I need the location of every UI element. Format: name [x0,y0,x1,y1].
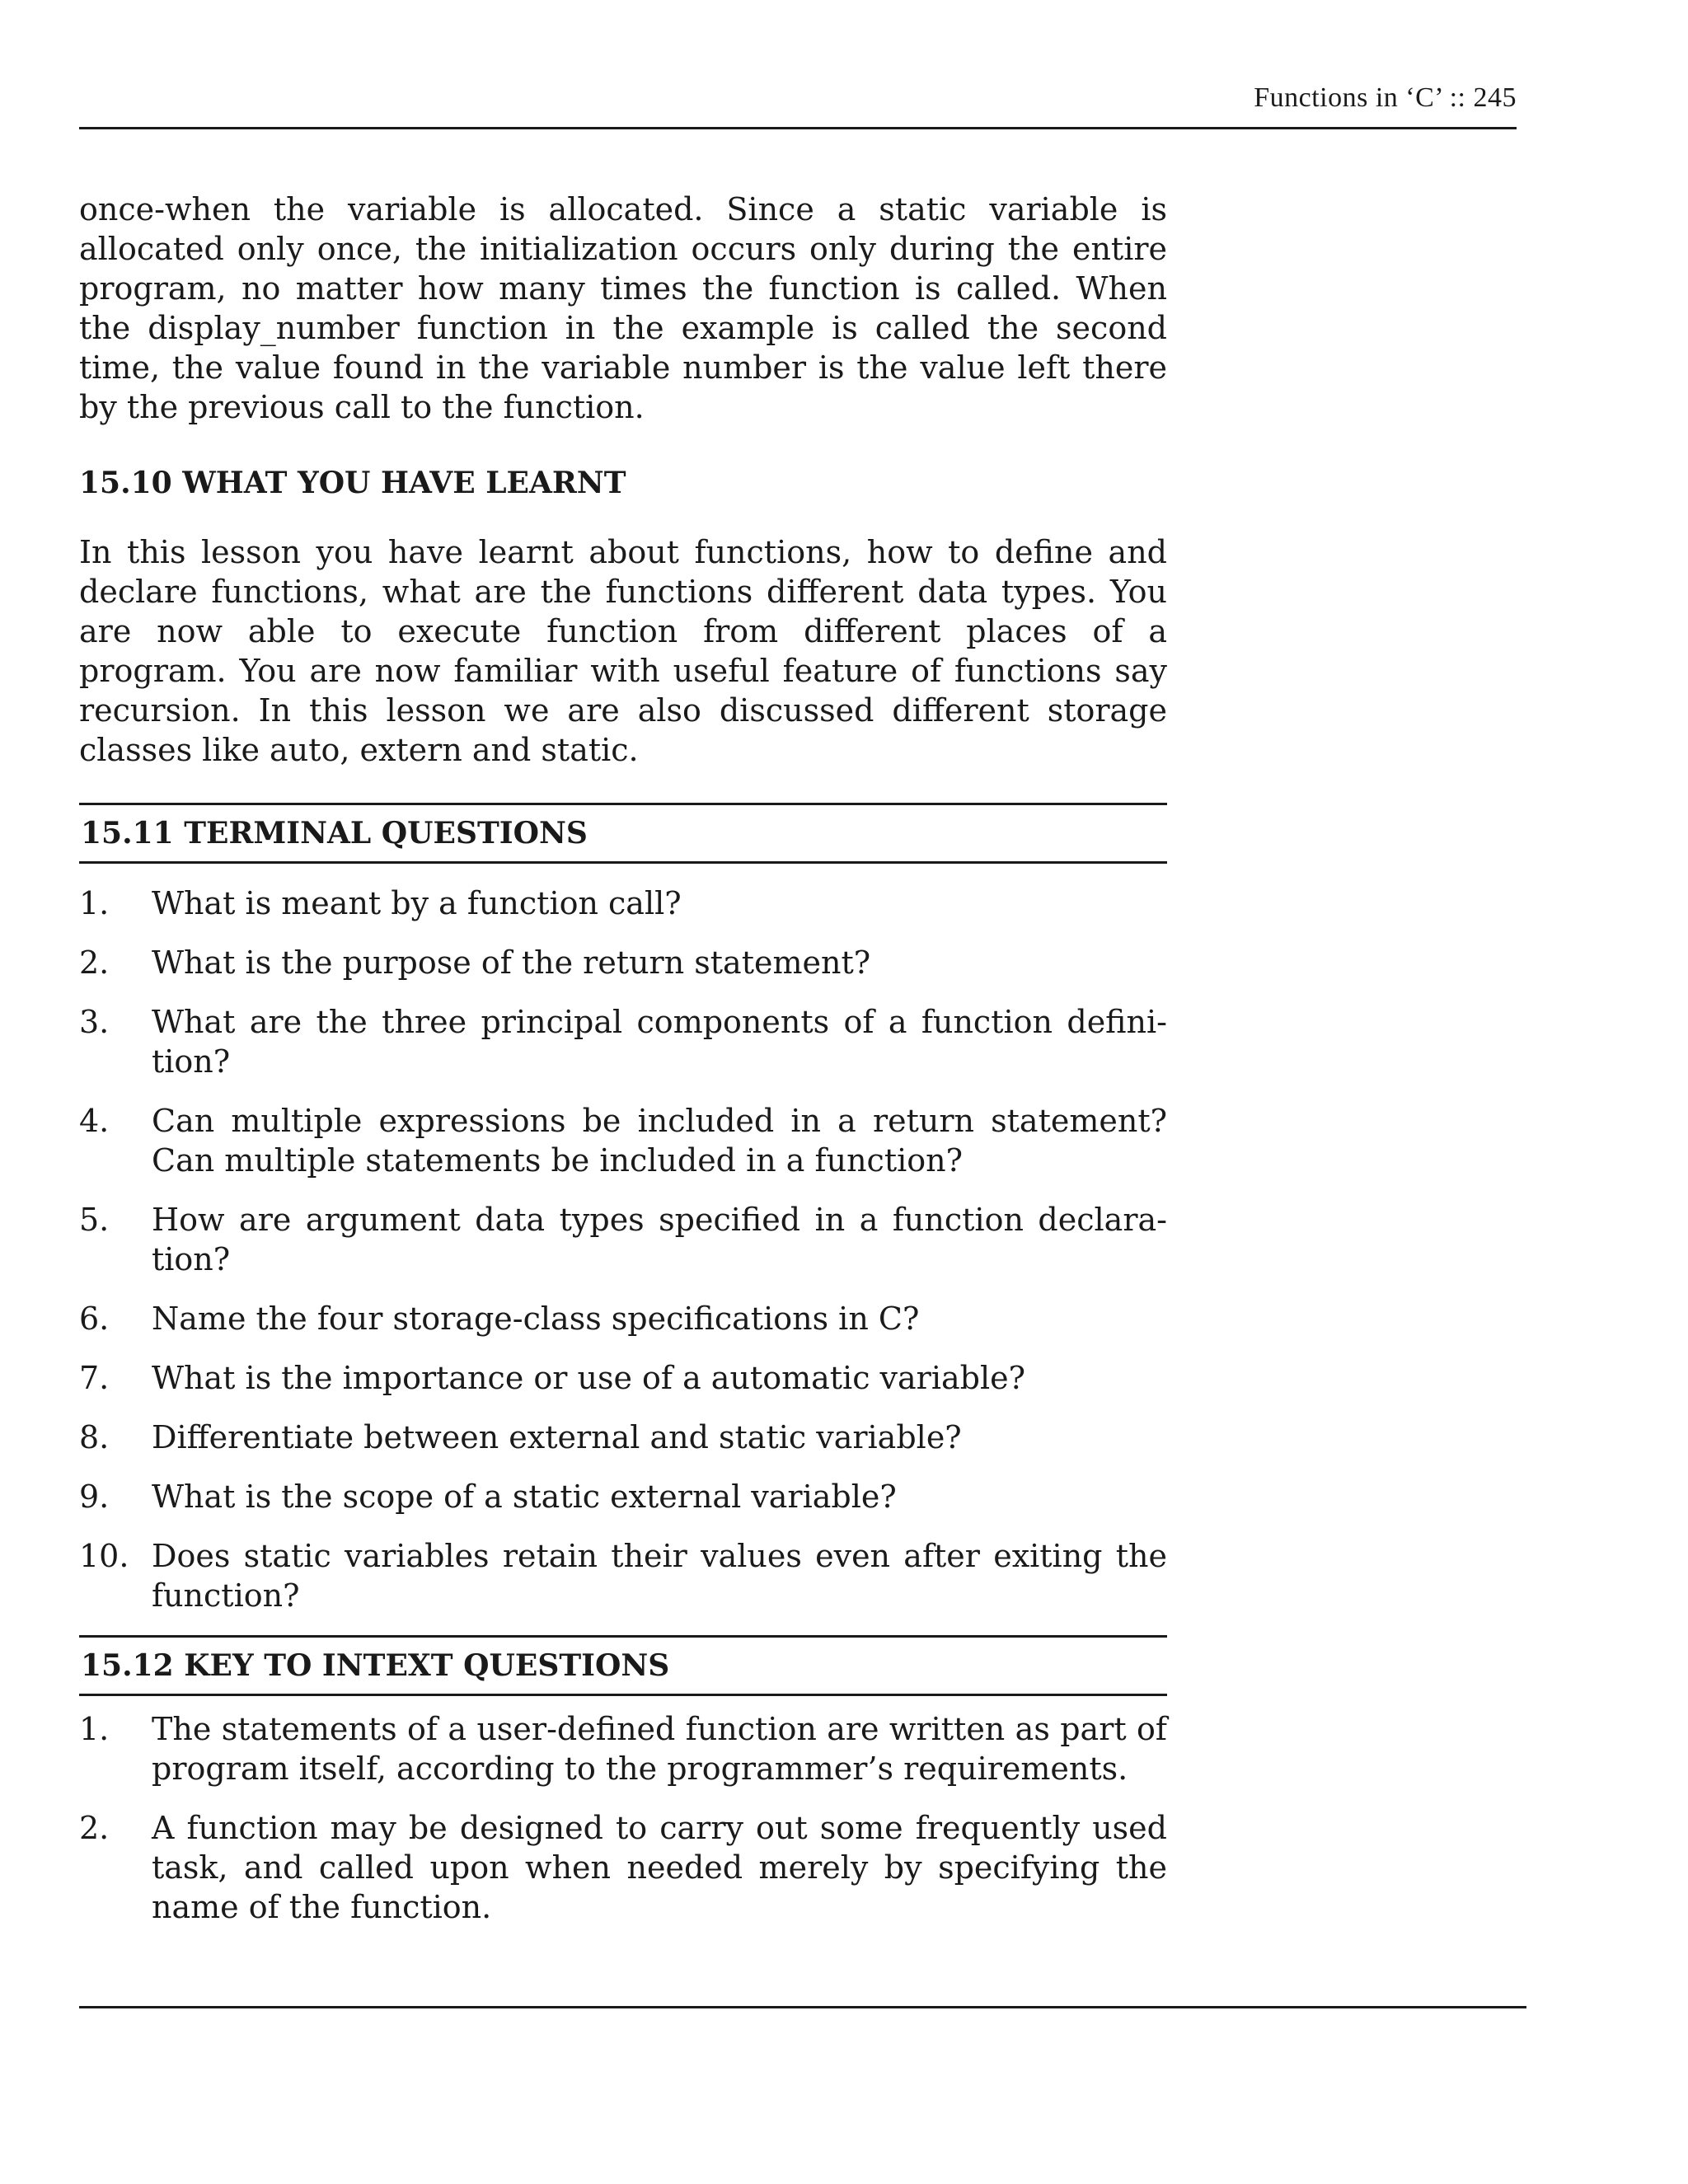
list-item [79,1002,1167,1081]
key-answer-list [79,1709,1167,1927]
list-text: What is the purpose of the return statement? [152,944,871,981]
list-number: 1. [79,885,110,921]
list-text: Name the four storage-class specifications in C? [152,1301,920,1337]
list-text: Does static variables retain their values even after exiting the function? [152,1538,1167,1614]
list-item [79,1709,1167,1788]
list-item [79,1200,1167,1279]
list-item [79,1536,1167,1615]
learnt-paragraph: In this lesson you have learnt about functions, how to define and declare functions, what are the functions different data types. You are now able to execute function from different places of a program. You are now familiar with useful feature of functions say recursion. In this lesson we are also discussed different storage classes like auto, extern and static. [79,534,1167,768]
list-text: Can multiple expressions be included in a return statement? Can multiple statements be included in a function? [152,1103,1167,1179]
list-item [79,1808,1167,1927]
list-item [79,1299,1167,1338]
section-key-to-intext-questions [79,1635,1167,1927]
header-rule [79,127,1517,129]
list-item [79,883,1167,923]
section-terminal-questions [79,803,1167,1615]
list-number: 4. [79,1103,110,1139]
list-text: What is meant by a function call? [152,885,682,921]
running-header: Functions in ‘C’ :: 245 [1254,82,1517,113]
list-number: 3. [79,1004,110,1040]
list-number: 9. [79,1479,110,1515]
list-text: A function may be designed to carry out some frequently used task, and called upon when needed merely by specifying the name of the function. [152,1810,1167,1925]
footer-rule [79,2006,1526,2008]
section-heading-key: 15.12 KEY TO INTEXT QUESTIONS [79,1635,1167,1696]
list-number: 7. [79,1360,110,1396]
list-item [79,943,1167,982]
section-heading-learnt: 15.10 WHAT YOU HAVE LEARNT [79,466,626,500]
list-text: What is the scope of a static external variable? [152,1479,897,1515]
list-item [79,1358,1167,1398]
list-item [79,1477,1167,1516]
list-text: What is the importance or use of a automatic variable? [152,1360,1025,1396]
list-number: 1. [79,1711,110,1747]
list-number: 5. [79,1202,110,1238]
list-number: 10. [79,1538,129,1574]
list-item [79,1418,1167,1457]
section-heading-terminal: 15.11 TERMINAL QUESTIONS [79,803,1167,864]
list-number: 2. [79,944,110,981]
intro-paragraph: once-when the variable is allocated. Since a static variable is allocated only once, the initialization occurs only during the entire program, no matter how many times the function is called. When the display_number function in the example is called the second time, the value found in the variable number is the value left there by the previous call to the function. [79,191,1167,425]
page-content [79,190,1167,1947]
list-text: How are argument data types specified in a function declara-tion? [152,1202,1167,1277]
list-number: 2. [79,1810,110,1846]
list-number: 6. [79,1301,110,1337]
list-text: Differentiate between external and static variable? [152,1419,962,1455]
list-number: 8. [79,1419,110,1455]
section-what-you-have-learnt [79,463,1167,770]
terminal-question-list [79,883,1167,1615]
list-text: The statements of a user-defined function are written as part of program itself, according to the programmer’s requirements. [152,1711,1167,1787]
list-item [79,1101,1167,1180]
list-text: What are the three principal components of a function defini-tion? [152,1004,1167,1080]
